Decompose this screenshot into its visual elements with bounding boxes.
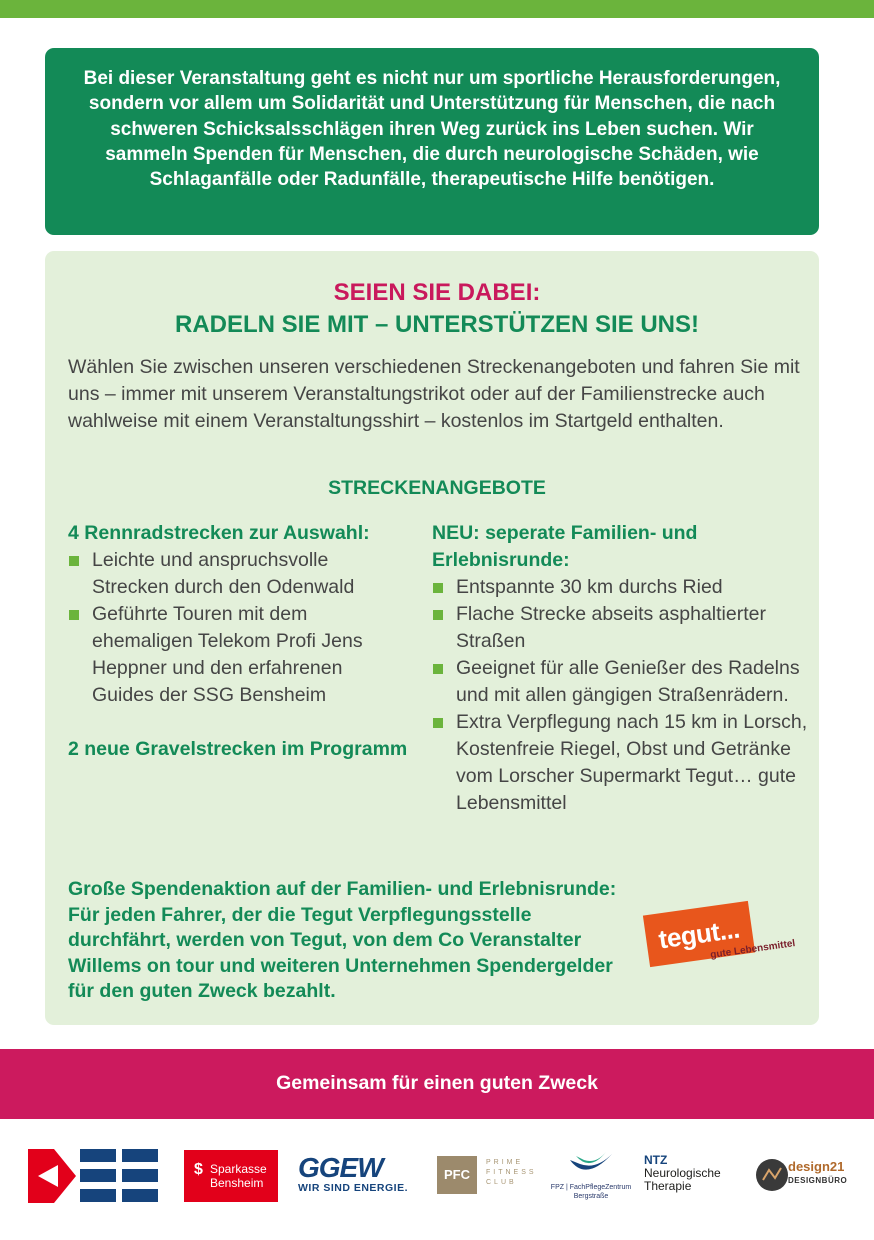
list-item: Geführte Touren mit dem ehemaligen Telekom Profi Jens Heppner und den erfahrenen Guides der SSG Bensheim — [68, 601, 408, 709]
tegut-logo: tegut... — [643, 901, 755, 967]
design21-text — [788, 1160, 858, 1188]
sponsor-logos — [0, 1140, 874, 1210]
headline-secondary: RADELN SIE MIT – UNTERSTÜTZEN SIE UNS! — [174, 311, 700, 338]
design21-name: design21 — [788, 1159, 845, 1174]
sparkasse-icon: $ — [194, 1161, 203, 1178]
road-bike-title: 4 Rennradstrecken zur Auswahl: — [68, 522, 370, 544]
ntz-logo — [644, 1154, 744, 1193]
sparkasse-line2: Bensheim — [210, 1176, 264, 1190]
fpz-wave-icon — [566, 1150, 616, 1180]
design21-sub: DESIGNBÜRO — [788, 1176, 848, 1185]
design21-circle-icon — [752, 1158, 792, 1192]
list-item: Geeignet für alle Genießer des Radelns und mit allen gängigen Straßenrädern. — [432, 655, 812, 709]
banner-text: Gemeinsam für einen guten Zweck — [276, 1072, 598, 1094]
donation-text: Große Spendenaktion auf der Familien- und Erlebnisrunde: Für jeden Fahrer, der die Tegut Verpflegungsstelle durchfährt, werden von Tegut, von dem Co Veranstalter Willems on tour und weiteren Unternehmen Spendergelder für den guten Zweck bezahlt. — [68, 878, 617, 1002]
list-item: Extra Verpflegung nach 15 km in Lorsch, Kostenfreie Riegel, Obst und Getränke vom Lorscher Supermarkt Tegut… gute Lebensmittel — [432, 709, 812, 817]
sparkasse-logo — [184, 1150, 278, 1202]
pfc-logo: PFC — [437, 1156, 477, 1194]
list-item: Entspannte 30 km durchs Ried — [432, 574, 812, 601]
headline-primary: SEIEN SIE DABEI: — [333, 279, 541, 306]
organizer-logo-icon — [28, 1147, 160, 1205]
fpz-logo — [546, 1150, 636, 1201]
pfc-text: PRIME FITNESS CLUB — [486, 1159, 537, 1186]
ntz-line2: Therapie — [644, 1179, 692, 1193]
ggew-logo — [298, 1154, 422, 1194]
lead-paragraph: Wählen Sie zwischen unseren verschiedenen Streckenangeboten und fahren Sie mit uns – immer mit unserem Veranstaltungstrikot oder auf der Familienstrecke auch wahlweise mit einem Veranstaltungsshirt – kostenlos im Startgeld enthalten. — [68, 356, 800, 432]
ggew-slogan: WIR SIND ENERGIE. — [298, 1182, 409, 1194]
top-accent-bar — [0, 0, 874, 18]
fpz-text: FPZ | FachPflegeZentrum Bergstraße — [550, 1184, 632, 1200]
ntz-line1: Neurologische — [644, 1166, 721, 1180]
family-ride-title: NEU: seperate Familien- und Erlebnisrunde: — [432, 522, 698, 571]
ntz-mark: NTZ — [644, 1153, 668, 1167]
intro-box — [45, 48, 819, 235]
road-bike-list — [68, 547, 408, 709]
road-bike-column — [68, 520, 408, 763]
family-ride-list — [432, 574, 812, 817]
sparkasse-line1: Sparkasse — [210, 1162, 267, 1176]
offers-title: STRECKENANGEBOTE — [328, 477, 546, 499]
tegut-tagline: gute Lebensmittel — [709, 938, 796, 961]
list-item: Flache Strecke abseits asphaltierter Straßen — [432, 601, 812, 655]
list-item: Leichte und anspruchsvolle Strecken durch den Odenwald — [68, 547, 408, 601]
family-ride-column — [432, 520, 812, 817]
gravel-note: 2 neue Gravelstrecken im Programm — [68, 738, 408, 760]
intro-text: Bei dieser Veranstaltung geht es nicht nur um sportliche Herausforderungen, sondern vor allem um Solidarität und Unterstützung für Menschen, die nach schweren Schicksalsschlägen ihren Weg zurück ins Leben suchen. Wir sammeln Spenden für Menschen, die durch neurologische Schäden, wie Schlaganfälle oder Radunfälle, therapeutische Hilfe benötigen. — [83, 68, 781, 191]
ggew-name: GGEW — [298, 1152, 383, 1183]
